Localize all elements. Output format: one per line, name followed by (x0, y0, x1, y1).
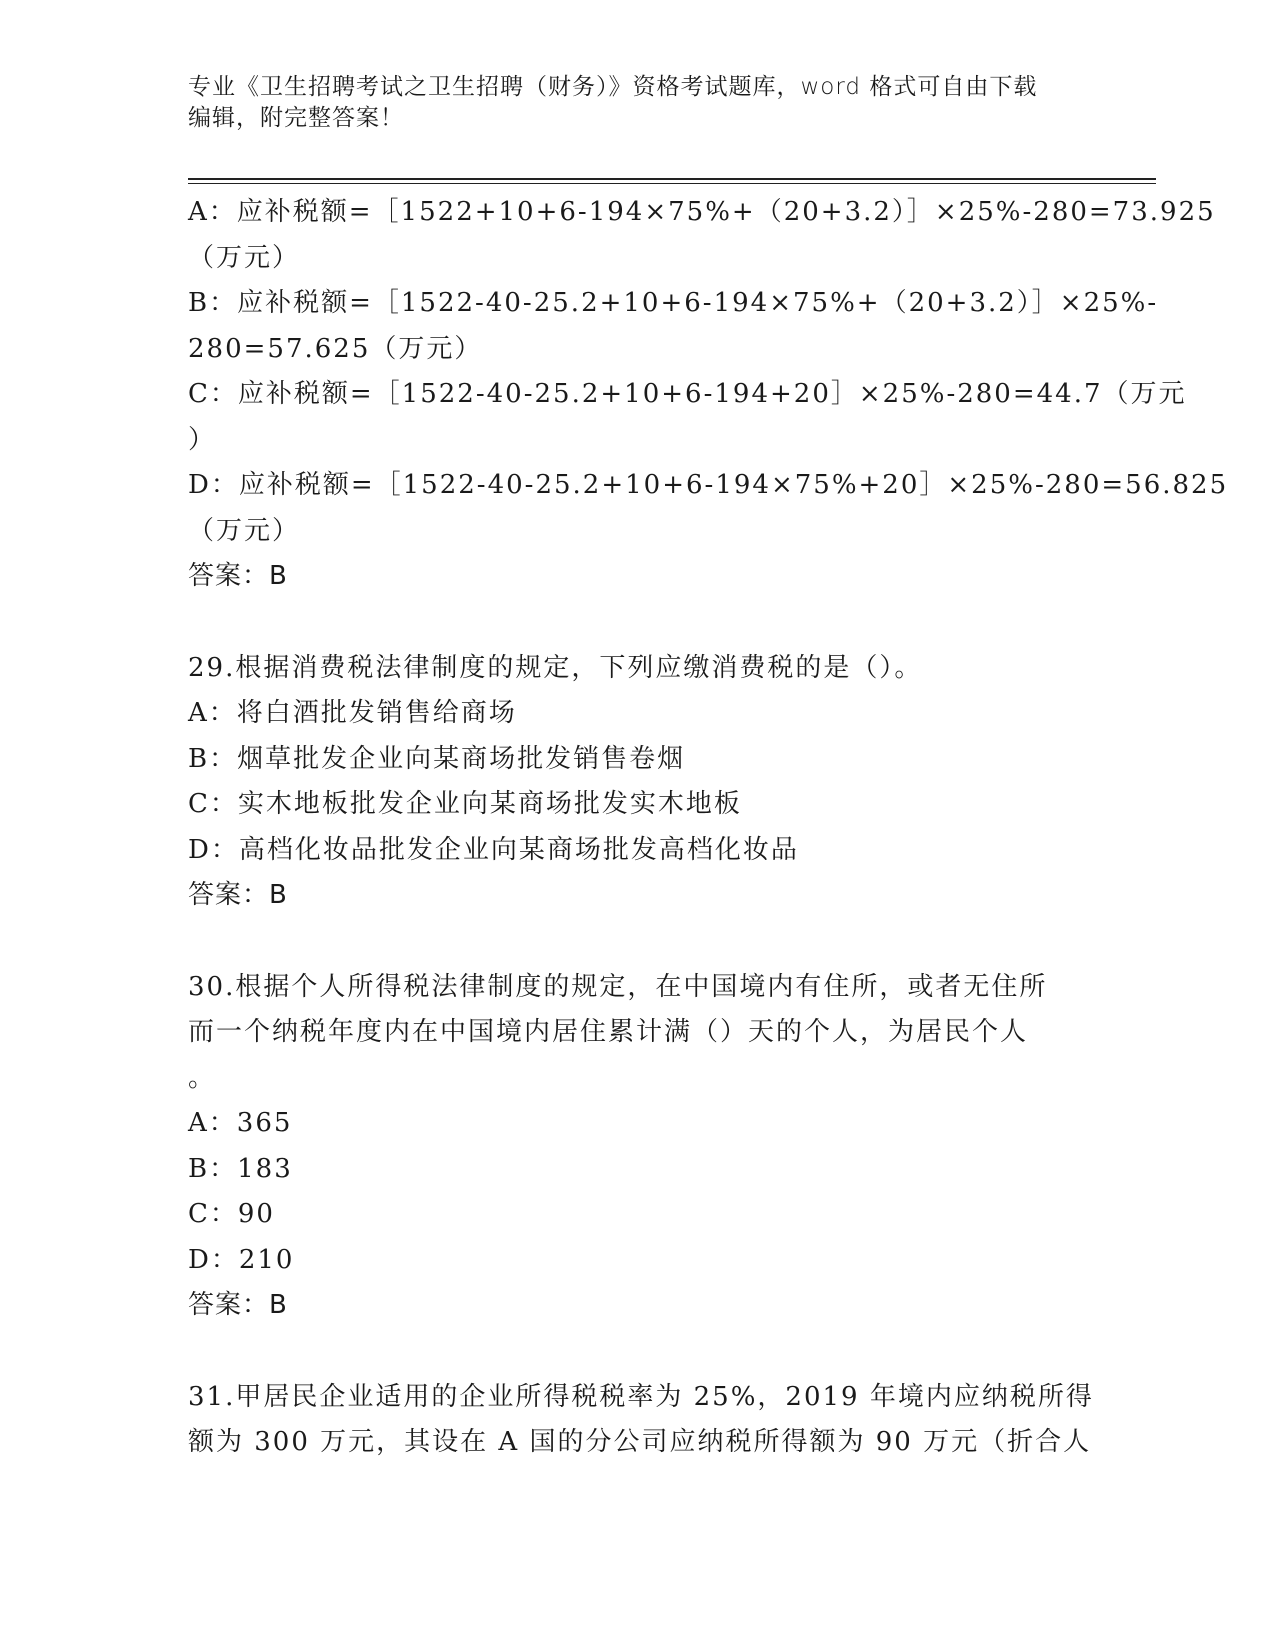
option-c: C：90 (188, 1199, 275, 1229)
document-header (188, 72, 1088, 134)
question-30-stem-line-1: 30.根据个人所得税法律制度的规定，在中国境内有住所，或者无住所 (188, 971, 1048, 1002)
question-30-stem-line-3: 。 (188, 1062, 217, 1093)
option-d: D：高档化妆品批发企业向某商场批发高档化妆品 (188, 834, 799, 865)
spacer (188, 1329, 1088, 1375)
option-a: A：将白酒批发销售给商场 (188, 698, 517, 728)
option-a-line-1: A：应补税额=［1522+10+6-194×75%+（20+3.2）］×25%-280=73.925 (188, 197, 1216, 227)
question-31-stem-line-2: 额为 300 万元，其设在 A 国的分公司应纳税所得额为 90 万元（折合人 (188, 1427, 1092, 1457)
header-divider-thick (188, 178, 1156, 180)
question-29-stem: 29.根据消费税法律制度的规定，下列应缴消费税的是（）。 (188, 652, 923, 683)
answer-28: 答案：B (188, 561, 288, 591)
header-divider-thin (188, 183, 1156, 184)
option-d-line-1: D：应补税额=［1522-40-25.2+10+6-194×75%+20］×25%-280=56.825 (188, 470, 1229, 500)
answer-29: 答案：B (188, 880, 288, 910)
question-30 (188, 965, 1088, 1329)
question-28-options (188, 190, 1229, 600)
option-c-line-1: C：应补税额=［1522-40-25.2+10+6-194+20］×25%-280=44.7（万元 (188, 379, 1187, 409)
option-d-line-2: （万元） (188, 515, 301, 546)
question-30-stem-line-2: 而一个纳税年度内在中国境内居住累计满（）天的个人，为居民个人 (188, 1017, 1029, 1047)
question-31 (188, 1375, 1094, 1466)
option-a: A：365 (188, 1108, 293, 1138)
header-line-1: 专业《卫生招聘考试之卫生招聘（财务）》资格考试题库，word 格式可自由下载 (188, 74, 1038, 100)
option-b: B：烟草批发企业向某商场批发销售卷烟 (188, 743, 686, 774)
option-b-line-2: 280=57.625（万元） (188, 333, 483, 364)
question-29 (188, 646, 1088, 919)
question-list (188, 190, 1229, 1466)
spacer (188, 600, 1088, 646)
header-line-2: 编辑，附完整答案！ (188, 105, 404, 131)
option-c: C：实木地板批发企业向某商场批发实木地板 (188, 789, 742, 819)
option-a-line-2: （万元） (188, 242, 301, 273)
option-c-line-2: ） (188, 424, 217, 455)
option-d: D：210 (188, 1244, 295, 1275)
option-b: B：183 (188, 1153, 293, 1184)
question-31-stem-line-1: 31.甲居民企业适用的企业所得税税率为 25%，2019 年境内应纳税所得 (188, 1381, 1094, 1412)
spacer (188, 919, 1088, 965)
option-b-line-1: B：应补税额=［1522-40-25.2+10+6-194×75%+（20+3.2）］×25%- (188, 288, 1159, 318)
answer-30: 答案：B (188, 1290, 288, 1320)
